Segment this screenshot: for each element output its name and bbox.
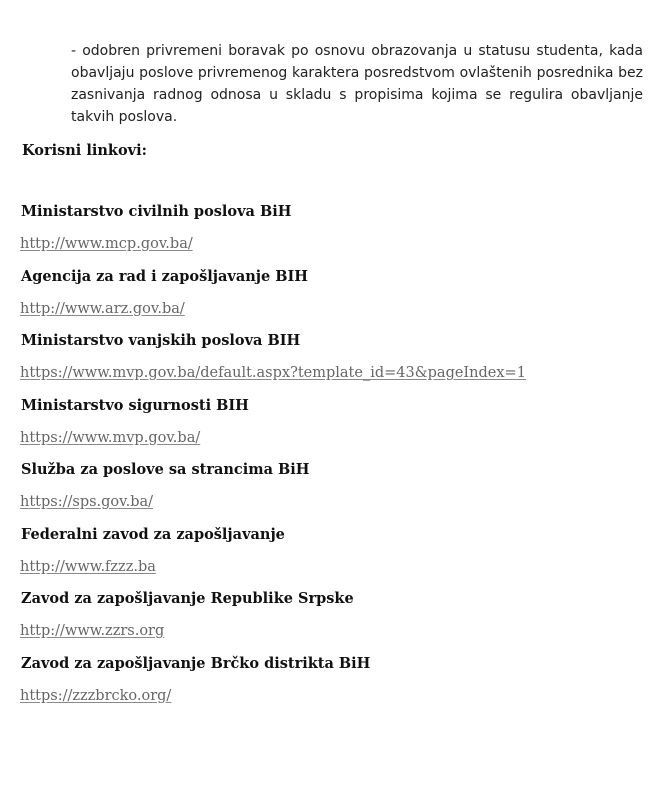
link-item-zzrs	[20, 587, 650, 652]
link-title: Zavod za zapošljavanje Brčko distrikta BiH	[21, 654, 371, 672]
link-title: Služba za poslove sa strancima BiH	[21, 461, 310, 478]
link-item-mvp	[20, 329, 650, 394]
link-title: Federalni zavod za zapošljavanje	[21, 525, 285, 543]
link-url[interactable]: https://www.mvp.gov.ba/default.aspx?template_id=43&pageIndex=1	[20, 365, 526, 381]
link-item-mcp	[20, 200, 650, 265]
link-title: Ministarstvo sigurnosti BIH	[21, 396, 249, 414]
link-title: Zavod za zapošljavanje Republike Srpske	[21, 590, 354, 607]
link-title: Agencija za rad i zapošljavanje BIH	[21, 267, 309, 285]
link-item-brcko	[20, 652, 650, 717]
link-title: Ministarstvo civilnih poslova BiH	[21, 203, 292, 220]
link-title: Ministarstvo vanjskih poslova BIH	[21, 332, 301, 349]
useful-links-heading: Korisni linkovi:	[22, 142, 147, 159]
link-url[interactable]: http://www.arz.gov.ba/	[20, 300, 185, 317]
link-url[interactable]: https://zzzbrcko.org/	[20, 687, 172, 704]
intro-paragraph: - odobren privremeni boravak po osnovu obrazovanja u statusu studenta, kada obavljaju poslove privremenog karaktera posredstvom ovlaštenih posrednika bez zasnivanja radnog odnosa u skladu s propisima kojima se regulira obavljanje takvih poslova.	[71, 43, 643, 125]
link-item-arz	[20, 265, 650, 330]
intro-section	[71, 40, 643, 128]
link-url[interactable]: http://www.zzrs.org	[20, 623, 165, 639]
useful-links-list	[20, 200, 650, 716]
link-item-fzzz	[20, 523, 650, 588]
link-url[interactable]: https://www.mvp.gov.ba/	[20, 429, 201, 446]
link-url[interactable]: http://www.fzzz.ba	[20, 558, 156, 575]
link-item-security	[20, 394, 650, 459]
link-url[interactable]: http://www.mcp.gov.ba/	[20, 236, 193, 252]
link-item-sps	[20, 458, 650, 523]
link-url[interactable]: https://sps.gov.ba/	[20, 494, 154, 510]
